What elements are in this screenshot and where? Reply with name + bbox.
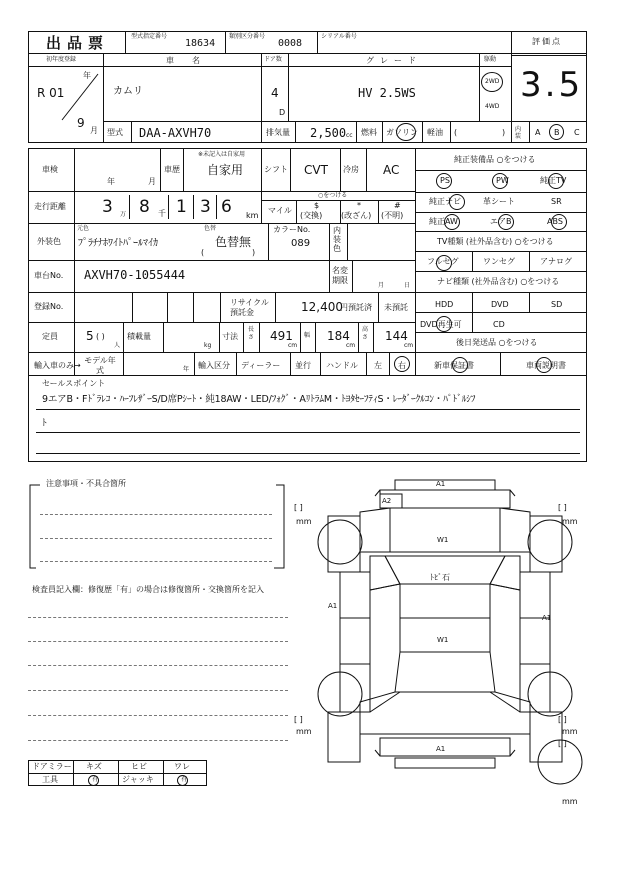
mark-right-door: A1 <box>542 614 552 622</box>
acc-mirror: ドアミラー <box>32 762 72 771</box>
width: 184 <box>327 329 350 343</box>
ac-label: 冷房 <box>343 165 359 174</box>
tv-fullseg: フルセグ <box>427 257 459 266</box>
later-manual-circle <box>536 357 552 373</box>
mileage-unit-note: ○をつける <box>318 192 348 199</box>
later-title: 後日発送品 ○をつける <box>456 338 538 347</box>
tv-title: TV種類 (社外品含む) ○をつける <box>437 237 554 246</box>
width-label: 幅 <box>304 332 311 339</box>
notes-bracket <box>28 479 288 572</box>
color-paren-open: ( <box>201 248 205 257</box>
dims-label: 寸法 <box>222 332 238 341</box>
tire-fr-bracket: [ ] <box>558 503 567 512</box>
unknown-sym: # <box>394 201 401 210</box>
equip-pw: PW <box>496 176 509 185</box>
exchange-option: (交換) <box>300 211 323 220</box>
grade-score-label: 評価点 <box>532 37 562 46</box>
person-unit: 人 <box>114 342 121 349</box>
acc-tools-have: 有 <box>92 776 99 783</box>
type-no-label: 型式指定番号 <box>131 33 168 40</box>
tv-analog: アナログ <box>540 257 572 266</box>
equip-navi: 純正ナビ <box>429 197 461 206</box>
reg-month: 9 <box>77 116 85 130</box>
grade-score: 3.5 <box>520 65 584 105</box>
inspector-label: 検査員記入欄：修復歴「有」の場合は修復箇所・交換箇所を記入 <box>32 585 264 594</box>
mile-option: マイル <box>268 206 292 215</box>
chassis-no: AXVH70-1055444 <box>84 268 186 282</box>
import-dealer: ディーラー <box>241 361 281 370</box>
navi-title: ナビ種類 (社外品含む) ○をつける <box>437 277 560 286</box>
equip-airbag: エアB <box>490 217 512 226</box>
history: 自家用 <box>207 163 244 177</box>
reg-year-label: 初年度登録 <box>46 56 77 63</box>
model: DAA-AXVH70 <box>139 126 212 140</box>
color-change: 色替無 <box>215 235 252 249</box>
mileage-d4: 3 <box>200 197 211 217</box>
sales-line2: ﾄ <box>42 418 47 429</box>
tire-rl-mm: mm <box>296 727 312 736</box>
grade-label: グレード <box>366 56 422 65</box>
length: 491 <box>270 329 293 343</box>
load-kg: kg <box>204 342 212 349</box>
ac: AC <box>383 163 400 177</box>
equip-leather: 革シート <box>483 197 515 206</box>
sales-frame <box>28 376 587 462</box>
reg-year: R 01 <box>37 86 65 100</box>
grade: HV 2.5WS <box>358 86 416 100</box>
length-label: 長さ <box>248 326 255 341</box>
mileage-label: 走行距離 <box>34 202 66 211</box>
equip-aw: 純正AW <box>429 217 458 226</box>
sales-label: セールスポイント <box>42 379 106 388</box>
recycle-no: 未預託 <box>384 303 408 312</box>
type-no: 18634 <box>185 38 216 49</box>
class-no-label: 類別区分番号 <box>229 33 266 40</box>
equip-ps-circle <box>436 173 452 189</box>
fuel-light-oil: 軽油 <box>427 128 443 137</box>
equip-pw-circle <box>492 173 508 189</box>
name-change-label: 名変期限 <box>332 266 348 285</box>
acc-jack-have: 有 <box>181 776 188 783</box>
acc-tools-circle <box>88 775 99 786</box>
interior-c: C <box>574 128 580 137</box>
navi-dvd: DVD <box>491 300 509 309</box>
sales-line1: 9エアB・Fﾄﾞﾗﾚｺ・ﾊｰﾌﾚｻﾞｰS/D席Pｼｰﾄ・純18AW・LED/ﾌｫｸﾞ・AﾘﾄﾗﾑM・ﾄﾖﾀｾｰﾌﾃｨS・ﾚｰﾀﾞｰｸﾙｺﾝ・ﾊﾟﾄﾞﾙｼﾌ <box>42 394 476 405</box>
mark-rear-glass: W1 <box>437 636 449 644</box>
equip-abs: ABS <box>547 217 563 226</box>
import-parallel: 並行 <box>295 361 311 370</box>
year-unit: 年 <box>83 71 91 80</box>
mileage-man: 万 <box>120 211 127 218</box>
displacement: 2,500 <box>310 126 347 140</box>
height-cm: cm <box>404 342 414 349</box>
shift: CVT <box>304 163 328 177</box>
tv-oneseg: ワンセグ <box>483 257 515 266</box>
handle-right: 右 <box>398 361 406 370</box>
equip-tv: 純正TV <box>540 176 567 185</box>
mark-chip: ﾄﾋﾞ石 <box>430 573 450 582</box>
equip-ps: PS <box>440 176 450 185</box>
reg-no-label: 登録No. <box>34 302 64 311</box>
recycle-unit: 円預託済 <box>340 303 372 312</box>
model-label: 型式 <box>107 128 123 137</box>
acc-crack: ヒビ <box>131 762 147 771</box>
equip-abs-circle <box>551 214 567 230</box>
navi-cd: CD <box>493 320 505 329</box>
fuel-other-close: ) <box>502 128 506 137</box>
interior-b-circle <box>549 124 564 140</box>
history-note: ※未記入は自家用 <box>198 151 246 158</box>
shaken-label: 車検 <box>42 165 58 174</box>
tv-fullseg-circle <box>436 255 452 271</box>
notes-label: 注意事項・不具合箇所 <box>46 479 126 488</box>
later-warranty: 新車保証書 <box>434 361 474 370</box>
equipment-title: 純正装備品 ○をつける <box>454 155 536 164</box>
mileage-d2: 8 <box>139 197 150 217</box>
fuel-gasoline: ガソリン <box>386 128 418 137</box>
later-manual: 車両説明書 <box>526 361 566 370</box>
color-change-label: 色替 <box>204 225 217 232</box>
orig-color-label: 元色 <box>77 225 90 232</box>
mark-windshield: W1 <box>437 536 449 544</box>
unknown-option: (不明) <box>381 211 404 220</box>
shift-label: シフト <box>264 165 288 174</box>
length-cm: cm <box>288 342 298 349</box>
car-name: カムリ <box>113 86 143 97</box>
import-class-label: 輸入区分 <box>198 361 230 370</box>
mark-front-bumper: A1 <box>436 480 446 488</box>
car-diagram <box>290 472 600 812</box>
load-label: 積載量 <box>127 332 151 341</box>
import-label: 輸入車のみ→ <box>34 361 81 370</box>
height-label: 高さ <box>362 326 369 341</box>
nc-month: 月 <box>378 282 385 289</box>
fuel-circle <box>396 123 416 141</box>
recycle-label: リサイクル預託金 <box>230 298 269 317</box>
fuel-label: 燃料 <box>361 128 377 137</box>
handle-right-circle <box>394 356 410 372</box>
model-year-label: モデル年式 <box>84 356 116 375</box>
int-color-label: 内装色 <box>333 226 341 253</box>
drive-4wd: 4WD <box>485 103 500 110</box>
nc-day: 日 <box>404 282 411 289</box>
tire-rr-mm: mm <box>562 727 578 736</box>
height: 144 <box>385 329 408 343</box>
drive-label: 駆動 <box>484 56 497 63</box>
serial-label: シリアル番号 <box>321 33 357 40</box>
orig-color: ﾌﾟﾗﾁﾅﾎﾜｲﾄﾊﾟｰﾙﾏｲｶ <box>78 238 158 249</box>
acc-scratch: キズ <box>86 762 102 771</box>
history-label: 車歴 <box>164 165 180 174</box>
capacity: 5 <box>86 329 94 343</box>
tire-rl-bracket: [ ] <box>294 715 303 724</box>
equip-navi-circle <box>449 194 465 210</box>
color-no: 089 <box>291 238 311 249</box>
tire-fl-mm: mm <box>296 517 312 526</box>
equip-tv-circle <box>548 173 564 189</box>
acc-tools: 工具 <box>42 775 58 784</box>
tire-rr-bracket: [ ] <box>558 715 567 724</box>
mark-rear-bumper: A1 <box>436 745 446 753</box>
color-paren-close: ) <box>252 248 256 257</box>
mark-hood-a2: A2 <box>382 497 392 505</box>
equip-sr: SR <box>551 197 562 206</box>
navi-dvd-play: DVD再生可 <box>420 320 462 329</box>
month-unit: 月 <box>90 126 98 135</box>
width-cm: cm <box>346 342 356 349</box>
drive-2wd-circle <box>481 72 503 92</box>
equip-aw-circle <box>444 214 460 230</box>
class-no: 0008 <box>278 38 303 49</box>
mileage-d1: 3 <box>102 197 113 217</box>
fuel-other-open: ( <box>454 128 458 137</box>
page-title: 出品票 <box>46 34 110 52</box>
acc-jack: ジャッキ <box>122 775 154 784</box>
chassis-label: 車台No. <box>34 271 64 280</box>
tire-fl-bracket: [ ] <box>294 503 303 512</box>
doors: 4 <box>271 86 279 100</box>
capacity-paren: ( ) <box>96 332 105 341</box>
color-no-label: カラーNo. <box>273 225 311 234</box>
shaken-month-unit: 月 <box>148 177 156 186</box>
mileage-sen: 千 <box>158 209 166 218</box>
recycle: 12,400 <box>301 300 343 314</box>
interior-a: A <box>535 128 541 137</box>
spare-bracket: [ ] <box>558 739 567 748</box>
color-label: 外装色 <box>37 237 61 246</box>
mileage-d5: 6 <box>221 197 232 217</box>
navi-dvd-play-circle <box>436 316 452 332</box>
later-warranty-circle <box>452 357 468 373</box>
handle-left: 左 <box>374 361 382 370</box>
displacement-unit: cc <box>346 132 353 139</box>
tire-fr-mm: mm <box>562 517 578 526</box>
model-year-unit: 年 <box>183 366 190 373</box>
acc-break: ワレ <box>174 762 190 771</box>
car-name-label: 車名 <box>166 56 218 65</box>
diagonal-slash <box>60 72 100 122</box>
navi-hdd: HDD <box>435 300 454 309</box>
mileage-d3: 1 <box>176 197 187 217</box>
shaken-year-unit: 年 <box>107 177 115 186</box>
modified-option: (改ざん) <box>341 211 372 220</box>
mark-left-door: A1 <box>328 602 338 610</box>
interior-b: B <box>554 128 560 137</box>
exchange-sym: $ <box>314 201 320 210</box>
navi-sd: SD <box>551 300 563 309</box>
door-type: D <box>279 108 286 117</box>
modified-sym: * <box>357 201 361 210</box>
drive-2wd: 2WD <box>485 78 500 85</box>
handle-label: ハンドル <box>326 361 358 370</box>
displacement-label: 排気量 <box>266 128 290 137</box>
doors-label: ドア数 <box>264 56 282 63</box>
mileage-km: km <box>246 211 259 220</box>
equip-airbag-circle <box>498 214 514 230</box>
acc-jack-circle <box>177 775 188 786</box>
interior-label: 内装 <box>515 126 522 140</box>
spare-mm: mm <box>562 797 578 806</box>
capacity-label: 定員 <box>42 332 58 341</box>
